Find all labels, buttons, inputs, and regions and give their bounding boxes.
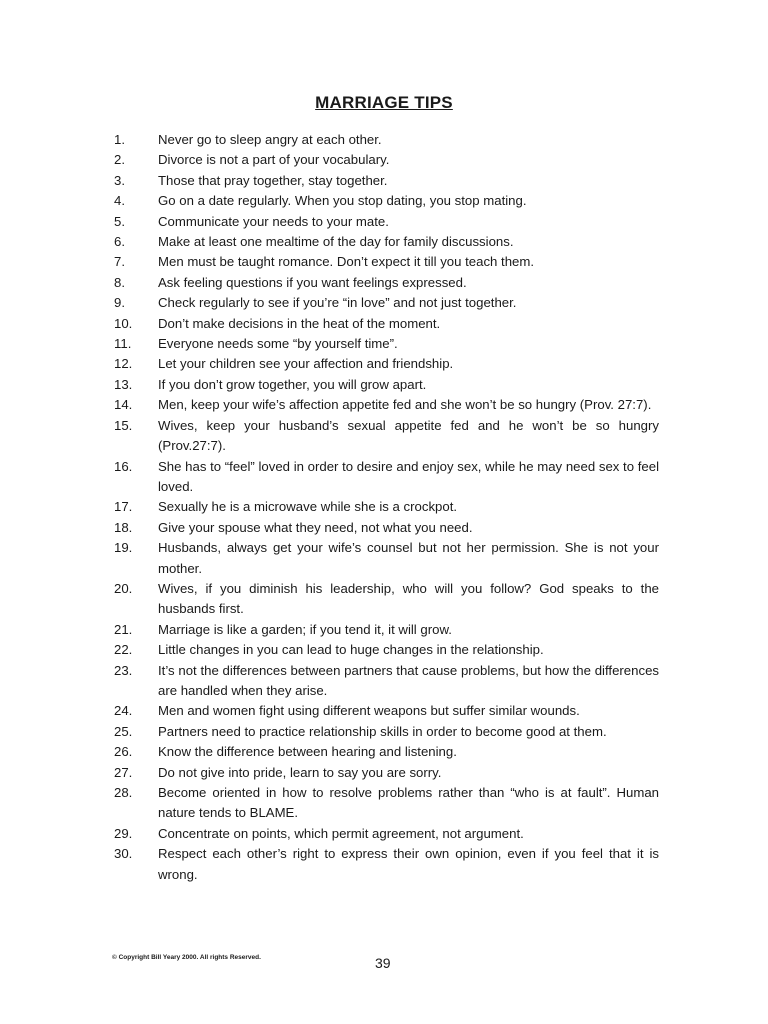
list-item-text: Men, keep your wife’s affection appetite fed and she won’t be so hungry (Prov. 27:7). — [158, 397, 652, 413]
list-item — [114, 334, 659, 354]
list-item-text: Go on a date regularly. When you stop dating, you stop mating. — [158, 193, 527, 209]
list-item-text: Never go to sleep angry at each other. — [158, 132, 382, 147]
list-item-number: 7. — [114, 254, 125, 270]
list-item-number: 1. — [114, 132, 125, 147]
list-item-text: Communicate your needs to your mate. — [158, 213, 389, 229]
list-item-text: Husbands, always get your wife’s counsel but not her permission. She is not your mother. — [158, 540, 659, 576]
list-item-text: Wives, if you diminish his leadership, who will you follow? God speaks to the husbands first. — [158, 580, 659, 617]
list-item — [114, 416, 659, 457]
list-item-number: 10. — [114, 315, 133, 331]
list-item — [114, 844, 659, 885]
list-item-number: 21. — [114, 621, 133, 637]
list-item-text: Sexually he is a microwave while she is a crockpot. — [158, 499, 458, 515]
list-item — [114, 150, 659, 170]
list-item-text: Don’t make decisions in the heat of the moment. — [158, 315, 441, 331]
list-item-number: 24. — [114, 703, 133, 719]
list-item-text: Respect each other’s right to express their own opinion, even if you feel that it is wrong. — [158, 846, 659, 882]
list-item — [114, 538, 659, 579]
list-item-number: 22. — [114, 642, 133, 658]
list-item-number: 6. — [114, 234, 125, 250]
list-item — [114, 171, 659, 191]
tips-list — [114, 130, 659, 885]
list-item-text: Do not give into pride, learn to say you are sorry. — [158, 764, 442, 780]
list-item — [114, 293, 659, 313]
list-item — [114, 763, 659, 783]
list-item-number: 9. — [114, 295, 125, 311]
list-item-text: Partners need to practice relationship skills in order to become good at them. — [158, 723, 607, 739]
list-item-number: 27. — [114, 764, 133, 780]
list-item-text: Let your children see your affection and friendship. — [158, 356, 454, 372]
list-item — [114, 722, 659, 742]
list-item — [114, 232, 659, 252]
list-item-number: 4. — [114, 193, 125, 209]
list-item-number: 29. — [114, 825, 133, 841]
list-item — [114, 579, 659, 620]
list-item-text: Those that pray together, stay together. — [158, 172, 388, 188]
list-item-number: 23. — [114, 662, 133, 678]
list-item-number: 5. — [114, 213, 125, 229]
list-item — [114, 497, 659, 517]
list-item-text: Little changes in you can lead to huge changes in the relationship. — [158, 642, 544, 658]
list-item-number: 8. — [114, 274, 125, 290]
list-item-number: 2. — [114, 152, 125, 168]
list-item-text: She has to “feel” loved in order to desire and enjoy sex, while he may need sex to feel loved. — [158, 458, 659, 494]
list-item-text: Know the difference between hearing and listening. — [158, 744, 457, 760]
list-item-number: 16. — [114, 458, 133, 474]
list-item-text: Concentrate on points, which permit agreement, not argument. — [158, 825, 524, 841]
list-item-number: 28. — [114, 785, 133, 800]
list-item — [114, 457, 659, 498]
list-item-number: 14. — [114, 397, 133, 413]
list-item-number: 13. — [114, 376, 133, 392]
list-item-text: Make at least one mealtime of the day for family discussions. — [158, 234, 514, 250]
list-item-number: 11. — [114, 336, 132, 352]
list-item-text: Give your spouse what they need, not what you need. — [158, 519, 473, 535]
list-item — [114, 395, 659, 415]
list-item — [114, 212, 659, 232]
list-item-text: Everyone needs some “by yourself time”. — [158, 336, 398, 352]
list-item — [114, 742, 659, 762]
list-item-number: 19. — [114, 540, 133, 556]
list-item-text: If you don’t grow together, you will grow apart. — [158, 376, 427, 392]
list-item — [114, 783, 659, 824]
list-item — [114, 620, 659, 640]
list-item-number: 18. — [114, 519, 133, 535]
list-item — [114, 518, 659, 538]
list-item-text: Wives, keep your husband’s sexual appetite fed and he won’t be so hungry (Prov.27:7). — [158, 417, 659, 454]
list-item — [114, 375, 659, 395]
list-item-number: 26. — [114, 744, 133, 760]
list-item — [114, 314, 659, 334]
list-item-number: 25. — [114, 723, 133, 739]
list-item-number: 20. — [114, 580, 133, 596]
list-item — [114, 640, 659, 660]
page-title: MARRIAGE TIPS — [315, 93, 453, 112]
list-item-text: Check regularly to see if you’re “in love” and not just together. — [158, 295, 517, 311]
list-item-number: 12. — [114, 356, 133, 372]
list-item — [114, 824, 659, 844]
list-item — [114, 661, 659, 702]
list-item — [114, 252, 659, 272]
list-item — [114, 701, 659, 721]
list-item — [114, 354, 659, 374]
list-item-text: Men and women fight using different weapons but suffer similar wounds. — [158, 703, 580, 719]
list-item-number: 3. — [114, 172, 125, 188]
list-item-number: 30. — [114, 846, 133, 862]
list-item-text: Marriage is like a garden; if you tend it, it will grow. — [158, 621, 452, 637]
list-item-number: 15. — [114, 417, 133, 433]
list-item-number: 17. — [114, 499, 133, 515]
copyright-notice: © Copyright Bill Yeary 2000. All rights Reserved. — [112, 954, 261, 961]
list-item-text: Divorce is not a part of your vocabulary. — [158, 152, 390, 168]
list-item-text: Become oriented in how to resolve problems rather than “who is at fault”. Human nature tends to BLAME. — [158, 785, 659, 821]
list-item-text: Men must be taught romance. Don’t expect it till you teach them. — [158, 254, 535, 270]
list-item — [114, 130, 659, 150]
list-item — [114, 191, 659, 211]
list-item-text: It’s not the differences between partners that cause problems, but how the differences are handled when they arise. — [158, 662, 659, 698]
list-item-text: Ask feeling questions if you want feelings expressed. — [158, 274, 467, 290]
page-number: 39 — [375, 955, 391, 971]
list-item — [114, 273, 659, 293]
